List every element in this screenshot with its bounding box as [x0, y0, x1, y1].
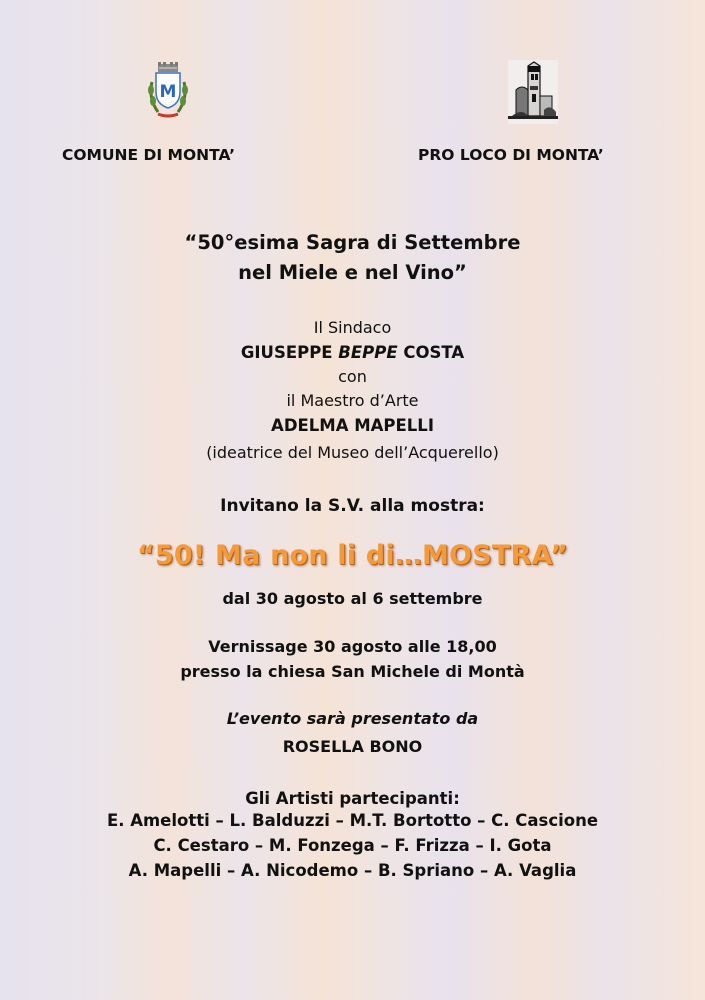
- vernissage-time: Vernissage 30 agosto alle 18,00: [208, 637, 497, 656]
- municipal-coat-of-arms-icon: [144, 62, 192, 124]
- svg-text:M: M: [159, 82, 177, 102]
- master-name: ADELMA MAPELLI: [271, 416, 434, 435]
- artists-line-3: A. Mapelli – A. Nicodemo – B. Spriano – A. Vaglia: [128, 861, 577, 880]
- master-note: (ideatrice del Museo dell’Acquerello): [206, 443, 499, 462]
- artists-list: [0, 808, 705, 883]
- vernissage-location: presso la chiesa San Michele di Montà: [180, 662, 525, 681]
- artists-line-2: C. Cestaro – M. Fonzega – F. Frizza – I. Gota: [153, 836, 552, 855]
- municipality-name: COMUNE DI MONTA’: [62, 146, 235, 164]
- pro-loco-name: PRO LOCO DI MONTA’: [418, 146, 604, 164]
- mayor-name: [0, 340, 705, 366]
- invitation-text: Invitano la S.V. alla mostra:: [220, 496, 485, 516]
- church-tower-drawing-icon: [508, 60, 558, 124]
- event-title: [0, 228, 705, 288]
- mayor-nickname: BEPPE: [338, 343, 398, 362]
- artists-line-1: E. Amelotti – L. Balduzzi – M.T. Bortotto – C. Cascione: [106, 811, 599, 830]
- master-role: il Maestro d’Arte: [286, 391, 419, 410]
- event-title-line-1: “50°esima Sagra di Settembre: [184, 231, 521, 254]
- exhibition-dates: dal 30 agosto al 6 settembre: [222, 589, 483, 608]
- exhibition-title: “50! Ma non li di…MOSTRA”: [136, 540, 569, 571]
- with-text: con: [338, 367, 367, 386]
- event-title-line-2: nel Miele e nel Vino”: [238, 261, 467, 284]
- mayor-first-name: GIUSEPPE: [240, 343, 339, 362]
- mayor-last-name: COSTA: [397, 343, 465, 362]
- presentation-label: L’evento sarà presentato da: [226, 709, 479, 728]
- artists-label: Gli Artisti partecipanti:: [245, 789, 460, 808]
- mayor-role: Il Sindaco: [313, 318, 392, 337]
- presenter-name: ROSELLA BONO: [282, 737, 423, 756]
